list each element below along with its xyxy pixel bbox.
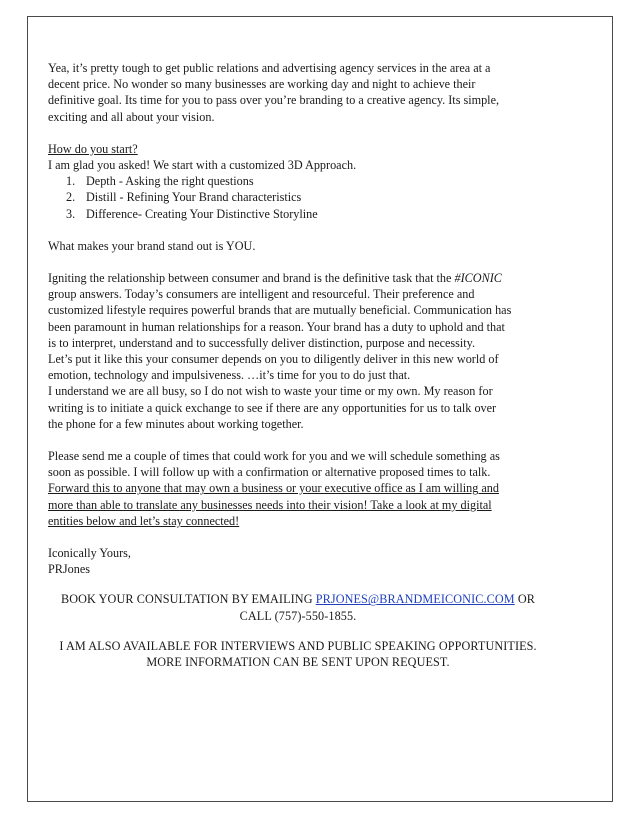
spacer <box>48 254 548 270</box>
step-text: Difference- Creating Your Distinctive Storyline <box>86 206 318 221</box>
booking-prefix: BOOK YOUR CONSULTATION BY EMAILING <box>61 592 316 607</box>
email-link[interactable]: PRJONES@BRANDMEICONIC.COM <box>315 592 515 607</box>
booking-suffix: OR <box>514 592 535 607</box>
forward-line: more than able to translate any businesses needs into their vision! Take a look at my digital <box>48 497 492 512</box>
intro-line: Yea, it’s pretty tough to get public relations and advertising agency services in the area at a <box>48 61 491 75</box>
approach-lead: I am glad you asked! We start with a customized 3D Approach. <box>48 158 357 173</box>
body-line: is to interpret, understand and to successfully deliver distinction, purpose and necessity. <box>48 335 476 350</box>
spacer <box>48 624 548 638</box>
approach-step <box>48 206 548 222</box>
closing-line: Please send me a couple of times that could work for you and we will schedule something as <box>48 449 500 464</box>
interviews-line: MORE INFORMATION CAN BE SENT UPON REQUEST. <box>146 655 450 670</box>
body-line: been paramount in human relationships for a reason. Your brand has a duty to uphold and that <box>48 319 505 334</box>
interviews-line: I AM ALSO AVAILABLE FOR INTERVIEWS AND PUBLIC SPEAKING OPPORTUNITIES. <box>59 638 537 653</box>
forward-line: entities below and let’s stay connected! <box>48 513 240 528</box>
booking-line <box>48 591 548 607</box>
body-text: Igniting the relationship between consumer and brand is the definitive task that the <box>48 271 455 286</box>
intro-line: decent price. No wonder so many businesses are working day and night to achieve their <box>48 77 476 92</box>
salutation: Iconically Yours, <box>48 546 131 561</box>
spacer <box>48 222 548 238</box>
closing-line: soon as possible. I will follow up with a confirmation or alternative proposed times to talk. <box>48 465 491 480</box>
body-line: emotion, technology and impulsiveness. …it’s time for you to do just that. <box>48 368 411 383</box>
spacer <box>48 529 548 545</box>
forward-line: Forward this to anyone that may own a business or your executive office as I am willing and <box>48 481 499 496</box>
body-line: writing is to initiate a quick exchange to see if there are any opportunities for us to talk over <box>48 400 497 415</box>
body-line: customized lifestyle requires powerful brands that are mutually beneficial. Communication has <box>48 303 512 318</box>
body-line <box>48 270 548 286</box>
step-text: Distill - Refining Your Brand characteristics <box>86 190 302 205</box>
letter-body <box>48 60 548 670</box>
spacer <box>48 125 548 141</box>
phone-line: CALL (757)-550-1855. <box>239 608 357 623</box>
step-number: 2. <box>66 190 76 205</box>
intro-line: definitive goal. Its time for you to pass over you’re branding to a creative agency. Its simple, <box>48 93 500 108</box>
body-line: the phone for a few minutes about working together. <box>48 416 304 431</box>
standout-line: What makes your brand stand out is YOU. <box>48 238 256 253</box>
signature-name: PRJones <box>48 562 90 577</box>
approach-steps <box>48 173 548 222</box>
intro-line: exciting and all about your vision. <box>48 109 215 124</box>
spacer <box>48 432 548 448</box>
step-number: 3. <box>66 206 76 221</box>
body-line: group answers. Today’s consumers are intelligent and resourceful. Their preference and <box>48 287 475 302</box>
approach-step <box>48 189 548 205</box>
body-line: Let’s put it like this your consumer depends on you to diligently deliver in this new world of <box>48 352 499 367</box>
body-line: I understand we are all busy, so I do not wish to waste your time or my own. My reason for <box>48 384 493 399</box>
step-text: Depth - Asking the right questions <box>86 174 254 189</box>
iconic-brand-tag: #ICONIC <box>454 271 502 286</box>
approach-step <box>48 173 548 189</box>
spacer <box>48 577 548 591</box>
section-heading: How do you start? <box>48 141 138 156</box>
step-number: 1. <box>66 174 76 189</box>
